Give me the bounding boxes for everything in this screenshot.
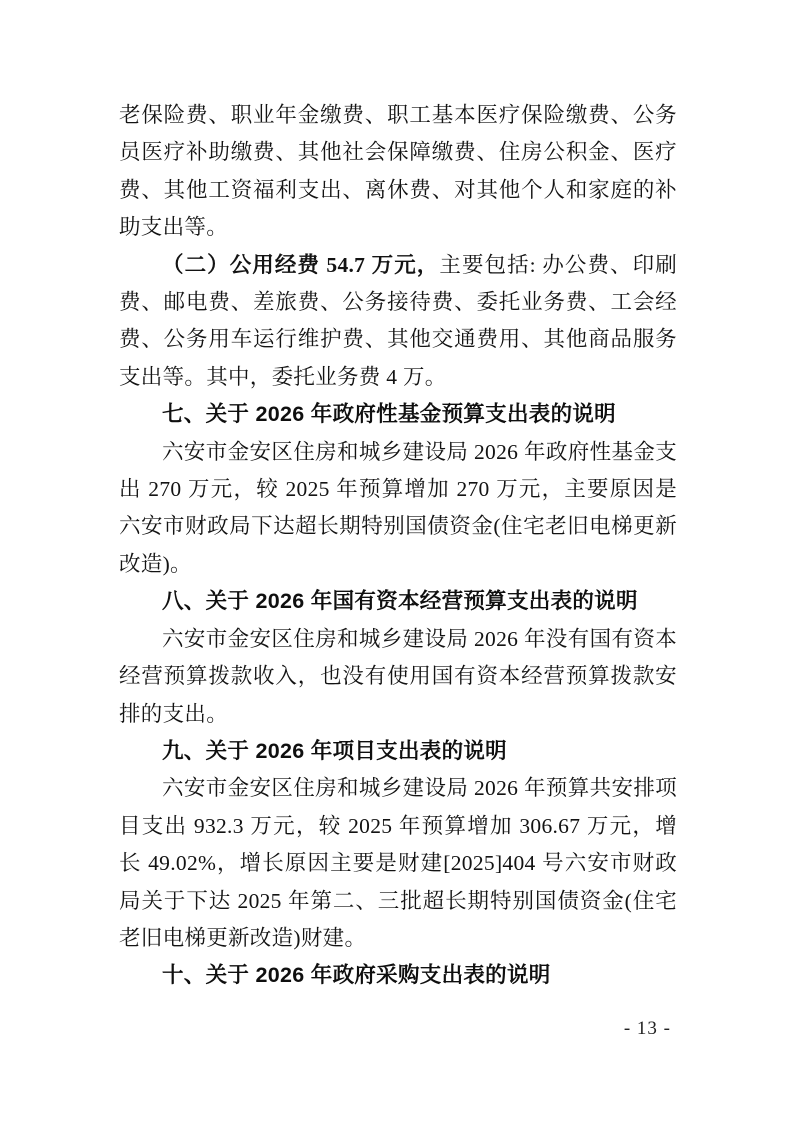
public-expense-bold-lead: （二）公用经费 54.7 万元，: [162, 252, 440, 277]
heading-section-8-state-capital-budget: 八、关于 2026 年国有资本经营预算支出表的说明: [162, 589, 638, 614]
heading-section-7-government-fund-budget: 七、关于 2026 年政府性基金预算支出表的说明: [162, 402, 616, 427]
page-number: - 13 -: [623, 1018, 671, 1039]
heading-section-9-project-expenditure: 九、关于 2026 年项目支出表的说明: [162, 738, 507, 763]
paragraph-section-9: 六安市金安区住房和城乡建设局 2026 年预算共安排项目支出 932.3 万元，较 2025 年预算增加 306.67 万元，增长 49.02%，增长原因主要是财建[2025]404 号六安市财政局关于下达 2025 年第二、三批超长期特别国债资金(住宅老旧电梯更新改造)财建。: [119, 776, 677, 950]
public-expense-detail: 主要包括: 办公费、印刷费、邮电费、差旅费、公务接待费、委托业务费、工会经费、公务用车运行维护费、其他交通费用、其他商品服务支出等。其中，委托业务费 4 万。: [119, 252, 677, 389]
paragraph-personnel-fees-continued: 老保险费、职业年金缴费、职工基本医疗保险缴费、公务员医疗补助缴费、其他社会保障缴费、住房公积金、医疗费、其他工资福利支出、离休费、对其他个人和家庭的补助支出等。: [119, 103, 677, 240]
paragraph-section-8: 六安市金安区住房和城乡建设局 2026 年没有国有资本经营预算拨款收入，也没有使用国有资本经营预算拨款安排的支出。: [119, 626, 677, 726]
document-body: [119, 97, 677, 995]
paragraph-public-expense: [119, 247, 677, 397]
paragraph-section-7: 六安市金安区住房和城乡建设局 2026 年政府性基金支出 270 万元，较 2025 年预算增加 270 万元，主要原因是六安市财政局下达超长期特别国债资金(住宅老旧电梯更新改造)。: [119, 439, 677, 576]
heading-section-10-government-procurement: 十、关于 2026 年政府采购支出表的说明: [162, 963, 551, 988]
